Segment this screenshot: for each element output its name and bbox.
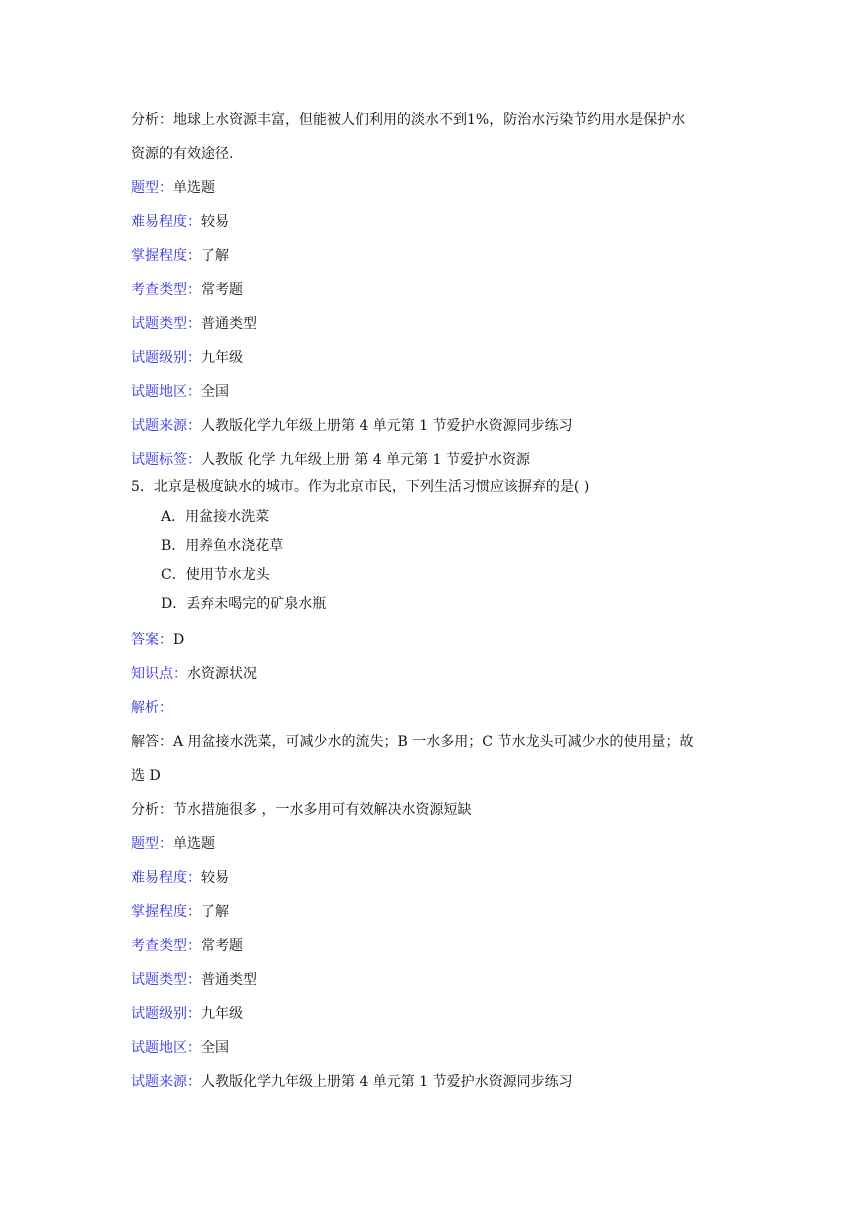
meta-row: [131, 416, 573, 436]
meta-label: 试题来源：: [131, 1074, 201, 1090]
meta-row: [131, 902, 229, 922]
meta-value: 常考题: [201, 938, 243, 954]
meta-value: 全国: [201, 384, 229, 400]
meta-label: 题型：: [131, 836, 173, 852]
answer-label: 答案：: [131, 632, 173, 648]
meta-value: 单选题: [173, 180, 215, 196]
solution-line-2: 选 D: [131, 768, 161, 784]
meta-value: 人教版化学九年级上册第 4 单元第 1 节爱护水资源同步练习: [201, 418, 573, 434]
option-d: D．丢弃未喝完的矿泉水瓶: [161, 596, 327, 612]
meta-label: 试题来源：: [131, 418, 201, 434]
meta-value: 普通类型: [201, 972, 257, 988]
parse-row: [131, 698, 173, 718]
meta-label: 试题类型：: [131, 316, 201, 332]
meta-row: [131, 212, 229, 232]
meta-label: 试题类型：: [131, 972, 201, 988]
meta-value: 普通类型: [201, 316, 257, 332]
question-stem: 5．北京是极度缺水的城市。作为北京市民，下列生活习惯应该摒弃的是( ): [131, 479, 590, 495]
meta-label: 考查类型：: [131, 938, 201, 954]
meta-value: 全国: [201, 1040, 229, 1056]
meta-row: [131, 936, 243, 956]
meta-label: 试题标签：: [131, 452, 201, 468]
meta-value: 常考题: [201, 282, 243, 298]
meta-label: 考查类型：: [131, 282, 201, 298]
meta-label: 试题地区：: [131, 384, 201, 400]
meta-value: 人教版化学九年级上册第 4 单元第 1 节爱护水资源同步练习: [201, 1074, 573, 1090]
meta-label: 难易程度：: [131, 214, 201, 230]
knowledge-value: 水资源状况: [187, 666, 257, 682]
option-c: C．使用节水龙头: [161, 567, 270, 583]
analysis-text: 资源的有效途径.: [131, 146, 234, 162]
meta-row: [131, 1038, 229, 1058]
meta-row: [131, 450, 530, 470]
meta-row: [131, 178, 215, 198]
meta-value: 较易: [201, 214, 229, 230]
meta-row: [131, 280, 243, 300]
analysis-label: 分析：: [131, 112, 173, 128]
meta-label: 试题级别：: [131, 350, 201, 366]
meta-value: 九年级: [201, 350, 243, 366]
meta-row: [131, 1072, 573, 1092]
meta-label: 试题级别：: [131, 1006, 201, 1022]
meta-row: [131, 970, 257, 990]
meta-row: [131, 382, 229, 402]
analysis2-line: 分析：节水措施很多 ，一水多用可有效解决水资源短缺: [131, 802, 472, 818]
knowledge-label: 知识点：: [131, 666, 187, 682]
analysis-line-2: [131, 144, 233, 164]
meta-row: [131, 868, 229, 888]
meta-row: [131, 834, 215, 854]
meta-row: [131, 314, 257, 334]
option-b: B．用养鱼水浇花草: [161, 538, 284, 554]
meta-value: 单选题: [173, 836, 215, 852]
meta-row: [131, 246, 229, 266]
knowledge-row: [131, 664, 257, 684]
meta-value: 人教版 化学 九年级上册 第 4 单元第 1 节爱护水资源: [201, 452, 530, 468]
answer-value: D: [173, 632, 185, 648]
meta-label: 掌握程度：: [131, 904, 201, 920]
meta-label: 题型：: [131, 180, 173, 196]
parse-label: 解析：: [131, 700, 173, 716]
analysis-line-1: [131, 110, 685, 130]
analysis-text: 地球上水资源丰富，但能被人们利用的淡水不到1%，防治水污染节约用水是保护水: [173, 112, 686, 128]
meta-value: 了解: [201, 904, 229, 920]
option-a: A．用盆接水洗菜: [161, 509, 270, 525]
meta-value: 较易: [201, 870, 229, 886]
meta-label: 难易程度：: [131, 870, 201, 886]
meta-label: 掌握程度：: [131, 248, 201, 264]
meta-row: [131, 348, 243, 368]
meta-value: 了解: [201, 248, 229, 264]
meta-row: [131, 1004, 243, 1024]
meta-label: 试题地区：: [131, 1040, 201, 1056]
meta-value: 九年级: [201, 1006, 243, 1022]
answer-row: [131, 630, 184, 650]
solution-line-1: 解答：A 用盆接水洗菜，可减少水的流失；B 一水多用；C 节水龙头可减少水的使用量；故: [131, 734, 694, 750]
